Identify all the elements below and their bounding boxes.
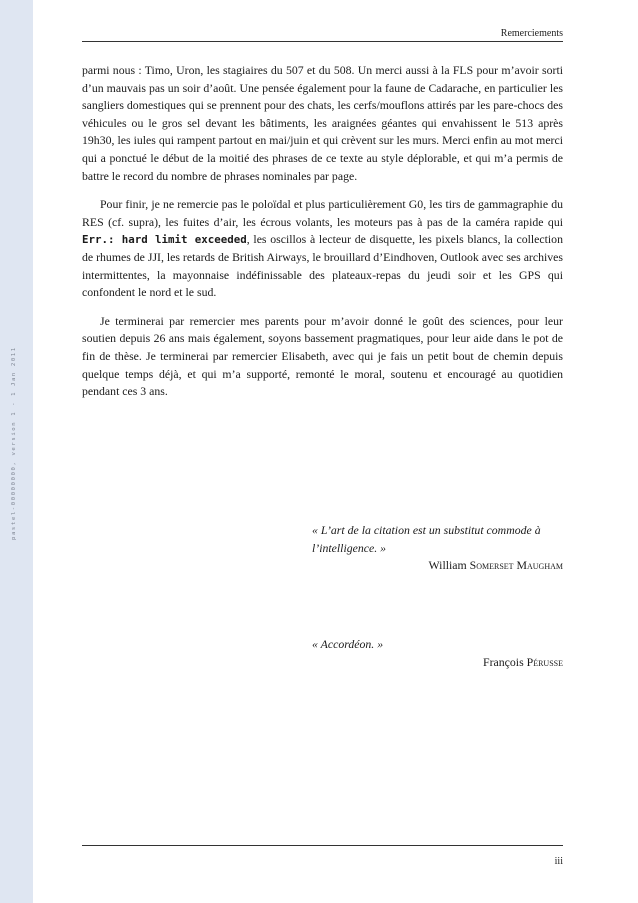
archive-stamp: pastel-00000000, version 1 - 1 Jan 2011: [11, 346, 17, 540]
epigraph-2-author: [312, 654, 563, 672]
epigraph-2: [312, 636, 563, 671]
epigraph-2-author-first: François: [483, 654, 524, 669]
epigraph-1-author-last: Somerset Maugham: [469, 558, 563, 573]
paragraph-2-start: Pour finir, je ne remercie pas le poloïdal et plus particulièrement G0, les tirs de gammagraphie du RES (cf. supra), les fuites d’air, les écrous volants, les moteurs pas à pas de la caméra rapide qui: [82, 197, 563, 229]
epigraph-1-text: « L’art de la citation est un substitut commode à l’intelligence. »: [312, 523, 541, 555]
body-text: [82, 62, 563, 412]
paragraph-2: [82, 196, 563, 302]
epigraph-1-author-first: William: [428, 558, 467, 573]
error-message-code: Err.: hard limit exceeded: [82, 233, 247, 247]
paragraph-1: parmi nous : Timo, Uron, les stagiaires du 507 et du 508. Un merci aussi à la FLS pour m’avoir sorti d’un mauvais pas un soir d’août. Une pensée également pour la faune de Cadarache, en particulier les sangliers domestiques qui se prennent pour des chats, les cerfs/mouflons attirés par les pare-chocs des véhicules ou le gros sel devant les bâtiments, les araignées géantes qui envahissent le 513 après 19h30, les iules qui rampent partout en mai/juin et qui crèvent sur les murs. Merci enfin au mot merci qui a ponctué le début de la moitié des phrases de ce texte au style déplorable, et qui m’a permis de battre le record du nombre de phrases nominales par page.: [82, 63, 563, 183]
paragraph-3: Je terminerai par remercier mes parents pour m’avoir donné le goût des sciences, pour leur soutien depuis 26 ans mais également, soyons bassement pragmatiques, pour leur aide dans le pot de fin de thèse. Je terminerai par remercier Elisabeth, avec qui je fais un petit bout de chemin depuis quelque temps déjà, et qui m’a supporté, remonté le moral, soutenu et encouragé au quotidien pendant ces 3 ans.: [82, 313, 563, 399]
epigraph-1: [312, 522, 563, 575]
paragraph-2-end: , les oscillos à lecteur de disquette, les pixels blancs, la collection de rhumes de JJI, les retards de British Airways, le brouillard d’Eindhoven, Outlook avec ses archives intermittentes, la mayonnaise indéfinissable des plateaux-repas du jeudi soir et les GPS qui confondent le nord et le sud.: [82, 232, 563, 300]
epigraph-2-text: « Accordéon. »: [312, 637, 384, 651]
epigraph-1-author: [312, 557, 563, 575]
page-number: iii: [554, 856, 563, 867]
header-rule: [82, 41, 563, 42]
footer-rule: [82, 845, 563, 846]
epigraph-2-author-last: Pérusse: [526, 654, 563, 669]
running-head: Remerciements: [500, 28, 563, 39]
